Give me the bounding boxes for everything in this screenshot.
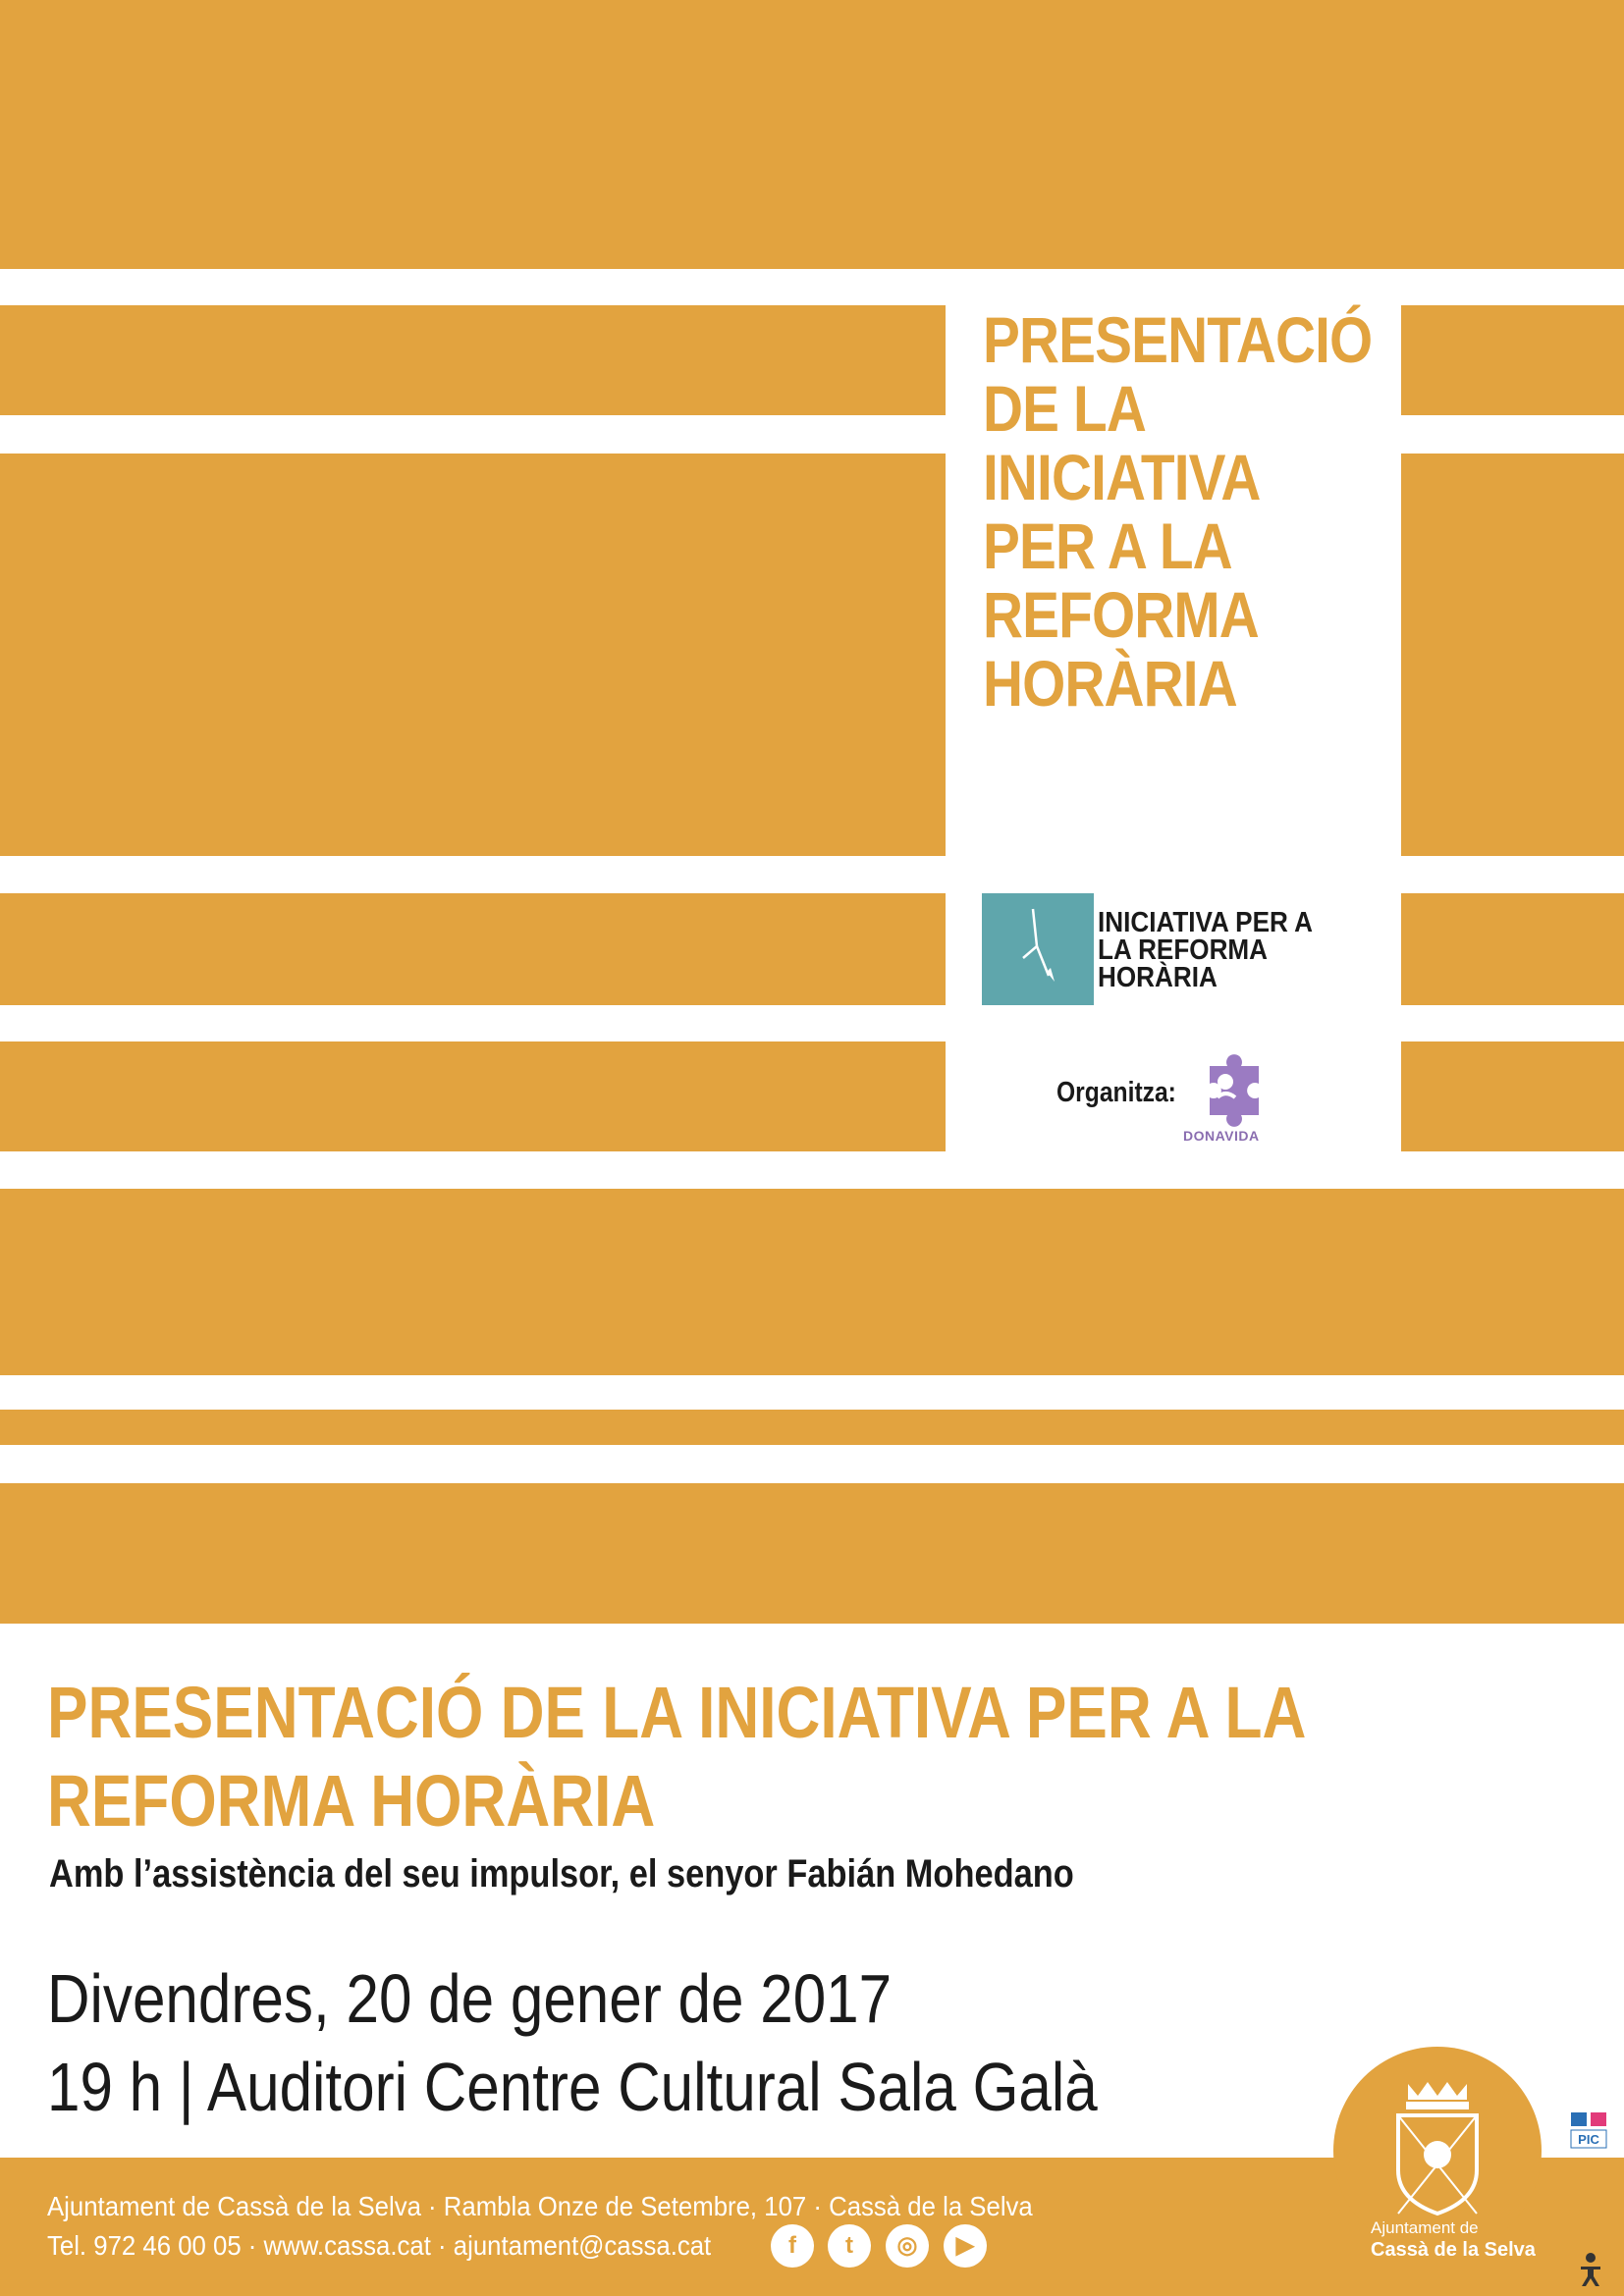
event-subtitle: Amb l’assistència del seu impulsor, el senyor Fabián Mohedano <box>49 1852 1074 1896</box>
stripe-right-2 <box>1401 454 1624 856</box>
svg-text:PIC: PIC <box>1578 2132 1599 2147</box>
panel-title-line: INICIATIVA <box>983 441 1261 513</box>
panel-title <box>983 303 1373 720</box>
stripe-right-1 <box>1401 305 1624 415</box>
initiative-logo-text <box>1098 909 1313 991</box>
stripe-left-2 <box>0 454 946 856</box>
stripe-left-1 <box>0 305 946 415</box>
instagram-icon[interactable]: ◎ <box>886 2224 929 2268</box>
organitza-label: Organitza: <box>1056 1077 1176 1108</box>
stripe-left-4 <box>0 1041 946 1151</box>
puzzle-person-icon <box>1196 1046 1272 1127</box>
stripe-left-3 <box>0 893 946 1005</box>
event-title-line: REFORMA HORÀRIA <box>47 1760 656 1842</box>
initiative-logo-line: INICIATIVA PER A <box>1098 907 1313 938</box>
event-time-place: 19 h | Auditori Centre Cultural Sala Galà <box>47 2049 1098 2125</box>
footer-address: Ajuntament de Cassà de la Selva · Rambla Onze de Setembre, 107 · Cassà de la Selva <box>47 2191 1033 2221</box>
stripe-top <box>0 0 1624 269</box>
facebook-icon[interactable]: f <box>771 2224 814 2268</box>
panel-title-line: REFORMA <box>983 578 1259 651</box>
accessibility-icon <box>1571 2251 1610 2290</box>
panel-title-line: HORÀRIA <box>983 647 1237 720</box>
stripe-right-4 <box>1401 1041 1624 1151</box>
panel-title-line: PER A LA <box>983 509 1232 582</box>
panel-title-line: PRESENTACIÓ <box>983 303 1373 376</box>
clock-hands-icon <box>982 893 1094 1005</box>
stripe-full-2 <box>0 1410 1624 1445</box>
stripe-full-1 <box>0 1189 1624 1375</box>
event-date: Divendres, 20 de gener de 2017 <box>47 1960 893 2037</box>
youtube-icon[interactable]: ▶ <box>944 2224 987 2268</box>
event-title-line: PRESENTACIÓ DE LA INICIATIVA PER A LA <box>47 1672 1307 1753</box>
event-title <box>47 1669 1307 1845</box>
stripe-full-3 <box>0 1483 1624 1624</box>
footer-contact: Tel. 972 46 00 05 · www.cassa.cat · ajuntament@cassa.cat <box>47 2230 712 2261</box>
pic-badge-icon <box>1569 2110 1608 2150</box>
seal-label: Ajuntament de <box>1371 2218 1479 2237</box>
initiative-logo-line: LA REFORMA <box>1098 934 1269 966</box>
initiative-logo-line: HORÀRIA <box>1098 962 1218 993</box>
stripe-right-3 <box>1401 893 1624 1005</box>
organizer-name: DONAVIDA <box>1183 1128 1260 1144</box>
seal-name: Cassà de la Selva <box>1371 2239 1536 2261</box>
twitter-icon[interactable]: t <box>828 2224 871 2268</box>
panel-title-line: DE LA <box>983 372 1146 445</box>
